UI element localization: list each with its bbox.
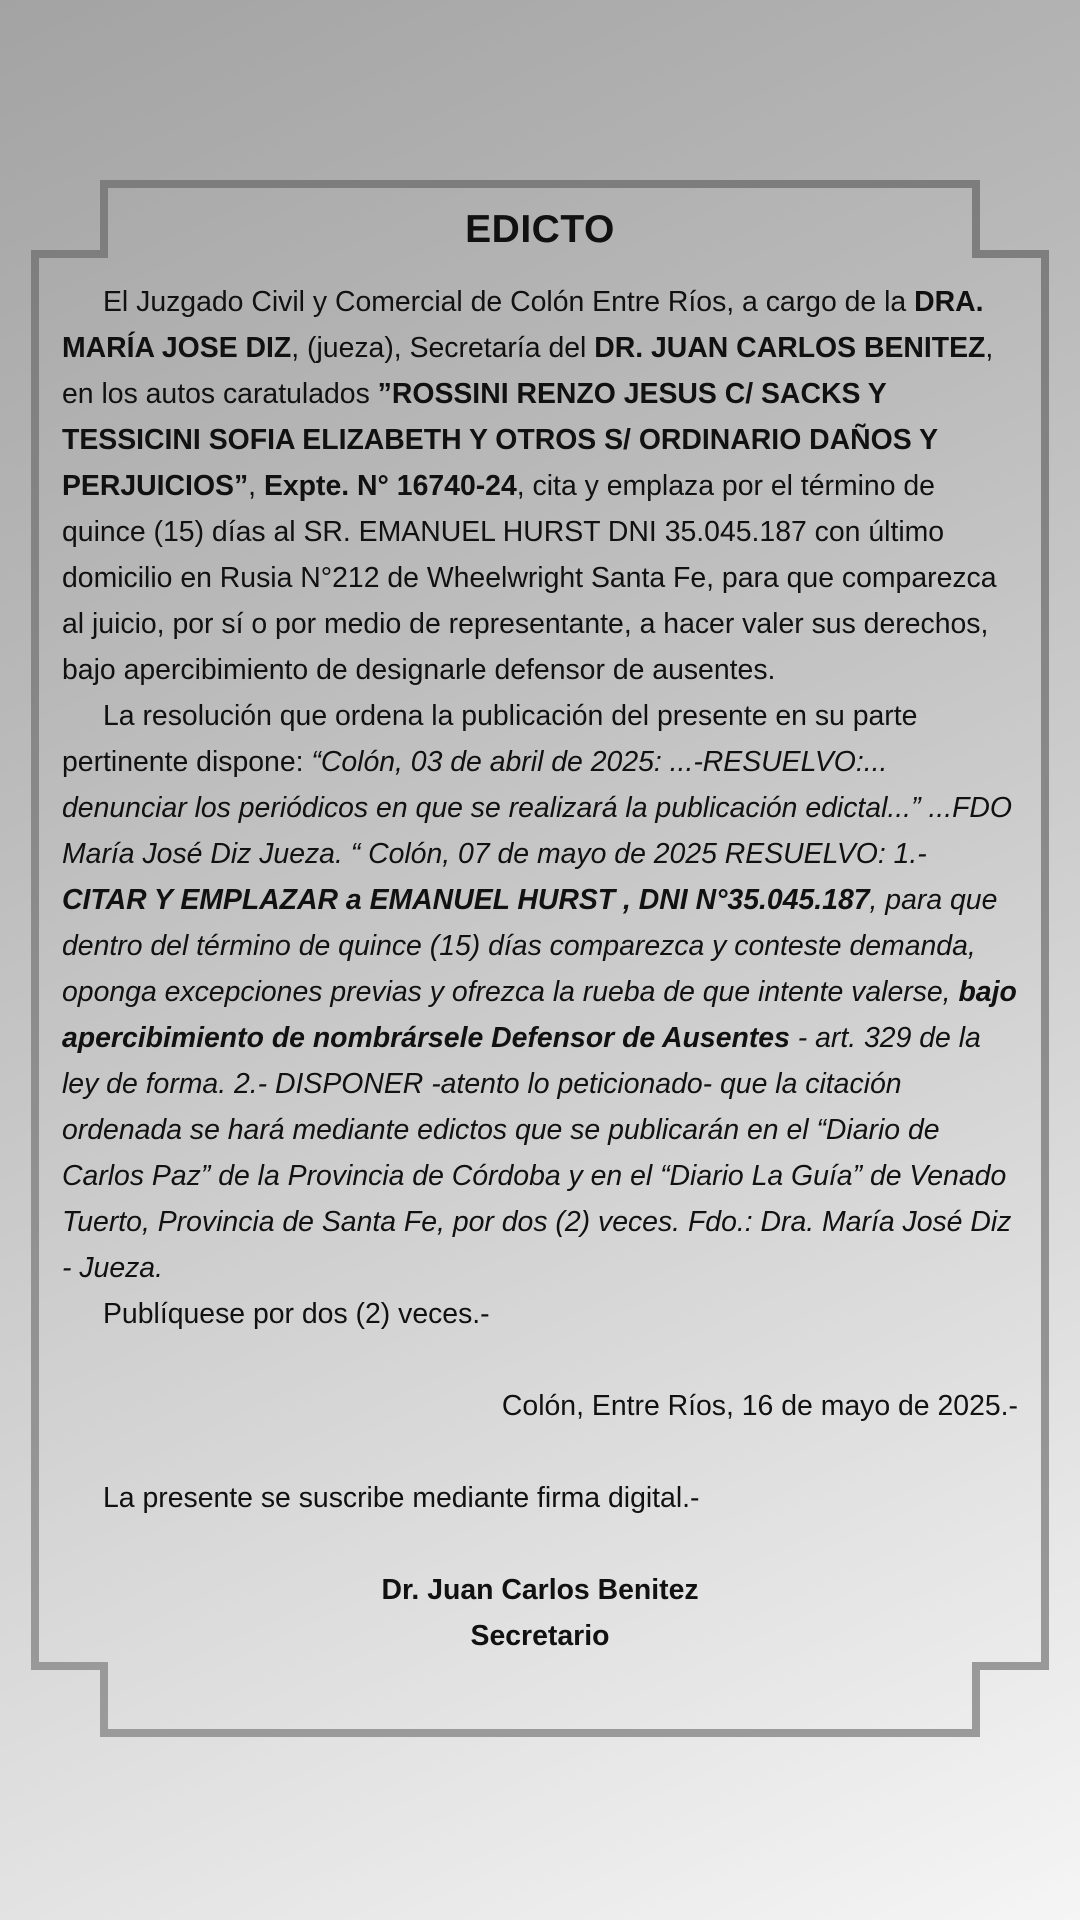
text-segment: , cita y emplaza por el término de quince (15) días al SR. EMANUEL HURST DNI 35.045.187 con último domicilio en Rusia N°212 de Wheelwright Santa Fe, para que comparezca al juicio, por sí o por medio de representante, a hacer valer sus derechos, bajo apercibimiento de designarle defensor de ausentes. — [62, 470, 997, 686]
signer-role: Secretario — [470, 1620, 610, 1652]
warning-clause: bajo apercibimiento de nombrársele Defensor de Ausentes — [62, 976, 1017, 1054]
publish-line: Publíquese por dos (2) veces.- — [103, 1298, 490, 1330]
text-segment: El Juzgado Civil y Comercial de Colón Entre Ríos, a cargo de la — [103, 286, 915, 318]
edict-body — [62, 279, 1018, 1337]
citation-order: CITAR Y EMPLAZAR a EMANUEL HURST , DNI N°35.045.187 — [62, 884, 870, 916]
case-title: ”ROSSINI RENZO JESUS C/ SACKS Y TESSICINI SOFIA ELIZABETH Y OTROS S/ ORDINARIO DAÑOS Y PERJUICIOS” — [62, 378, 938, 502]
signer-name: Dr. Juan Carlos Benitez — [381, 1574, 699, 1606]
text-segment: , (jueza), Secretaría del — [291, 332, 595, 364]
date-line: Colón, Entre Ríos, 16 de mayo de 2025.- — [501, 1390, 1018, 1422]
case-number: Expte. N° 16740-24 — [263, 470, 517, 502]
digital-signature-note: La presente se suscribe mediante firma digital.- — [103, 1482, 700, 1514]
judge-name: DRA. MARÍA JOSE DIZ — [62, 286, 984, 364]
paragraph-citation — [62, 279, 1018, 693]
secretary-name: DR. JUAN CARLOS BENITEZ — [594, 332, 986, 364]
text-segment: , — [248, 470, 264, 502]
resolution-quote: , para que dentro del término de quince (15) días comparezca y conteste demanda, oponga excepciones previas y ofrezca la rueba de que intente valerse, — [62, 884, 998, 1008]
edict-document — [62, 180, 1018, 1659]
resolution-quote: “Colón, 03 de abril de 2025: ...-RESUELVO:... denunciar los periódicos en que se realizará la publicación edictal...” ...FDO María José Diz Jueza. “ Colón, 07 de mayo de 2025 RESUELVO: 1.- — [62, 746, 1013, 870]
text-segment: , en los autos caratulados — [62, 332, 994, 410]
signature-block — [62, 1567, 1018, 1659]
document-title: EDICTO — [465, 208, 615, 251]
text-segment: La resolución que ordena la publicación del presente en su parte pertinente dispone: — [62, 700, 918, 778]
paragraph-resolution — [62, 693, 1018, 1291]
resolution-quote: - art. 329 de la ley de forma. 2.- DISPONER -atento lo peticionado- que la citación ordenada se hará mediante edictos que se publicarán en el “Diario de Carlos Paz” de la Provincia de Córdoba y en el “Diario La Guía” de Venado Tuerto, Provincia de Santa Fe, por dos (2) veces. Fdo.: Dra. María José Diz - Jueza. — [62, 1022, 1012, 1284]
